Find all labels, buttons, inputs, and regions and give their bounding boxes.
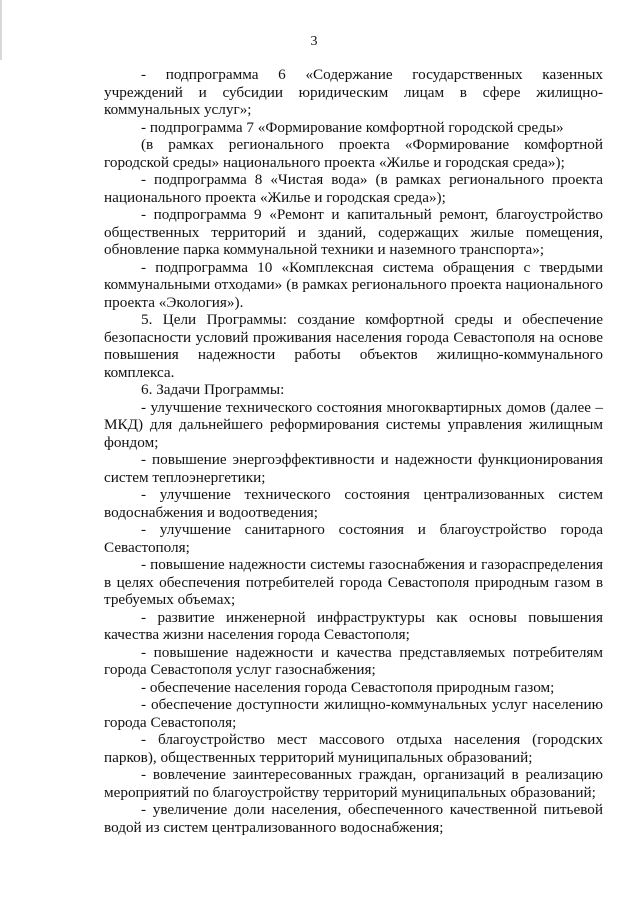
- list-item-task: - вовлечение заинтересованных граждан, организаций в реализацию мероприятий по благоустройству территорий муниципальных образований;: [104, 766, 603, 801]
- paragraph-subprogram-6: - подпрограмма 6 «Содержание государственных казенных учреждений и субсидии юридическим лицам в сфере жилищно-коммунальных услуг»;: [104, 66, 603, 118]
- paragraph-subprogram-8: - подпрограмма 8 «Чистая вода» (в рамках регионального проекта национального проекта «Жилье и городская среда»);: [104, 171, 603, 206]
- document-body: [104, 66, 603, 836]
- paragraph-program-goals: 5. Цели Программы: создание комфортной среды и обеспечение безопасности условий проживания населения города Севастополя на основе повышения надежности работы объектов жилищно-коммунального комплекса.: [104, 311, 603, 381]
- paragraph-subprogram-9: - подпрограмма 9 «Ремонт и капитальный ремонт, благоустройство общественных территорий и зданий, содержащих жилые помещения, обновление парка коммунальной техники и наземного транспорта»;: [104, 206, 603, 258]
- list-item-task: - повышение надежности и качества представляемых потребителям города Севастополя услуг газоснабжения;: [104, 643, 603, 678]
- paragraph-program-tasks-heading: 6. Задачи Программы:: [141, 381, 285, 398]
- list-item-task: - улучшение технического состояния многоквартирных домов (далее – МКД) для дальнейшего реформирования системы управления жилищным фондом;: [104, 398, 603, 451]
- list-item-task: - улучшение санитарного состояния и благоустройство города Севастополя;: [104, 521, 603, 556]
- paragraph-subprogram-10: - подпрограмма 10 «Комплексная система обращения с твердыми коммунальными отходами» (в рамках регионального проекта национального проекта «Экология»).: [104, 258, 603, 311]
- list-item-task: - благоустройство мест массового отдыха населения (городских парков), общественных территорий муниципальных образований;: [104, 731, 603, 766]
- list-item-task: - повышение энергоэффективности и надежности функционирования систем теплоэнергетики;: [104, 451, 603, 486]
- page-number: 3: [310, 34, 318, 49]
- list-item-task: - развитие инженерной инфраструктуры как основы повышения качества жизни населения города Севастополя;: [104, 608, 603, 643]
- list-item-task: - улучшение технического состояния централизованных систем водоснабжения и водоотведения;: [104, 486, 603, 521]
- list-item-task: - повышение надежности системы газоснабжения и газораспределения в целях обеспечения потребителей города Севастополя природным газом в требуемых объемах;: [104, 556, 603, 608]
- scan-edge-mark: [0, 0, 2, 60]
- list-item-task: - увеличение доли населения, обеспеченного качественной питьевой водой из систем централизованного водоснабжения;: [104, 801, 603, 836]
- list-item-task: - обеспечение доступности жилищно-коммунальных услуг населению города Севастополя;: [104, 696, 603, 731]
- paragraph-subprogram-7: - подпрограмма 7 «Формирование комфортной городской среды»: [141, 118, 564, 136]
- list-item-task: - обеспечение населения города Севастополя природным газом;: [141, 678, 555, 696]
- paragraph-subprogram-7-note: (в рамках регионального проекта «Формирование комфортной городской среды» национального проекта «Жилье и городская среда»);: [104, 136, 603, 171]
